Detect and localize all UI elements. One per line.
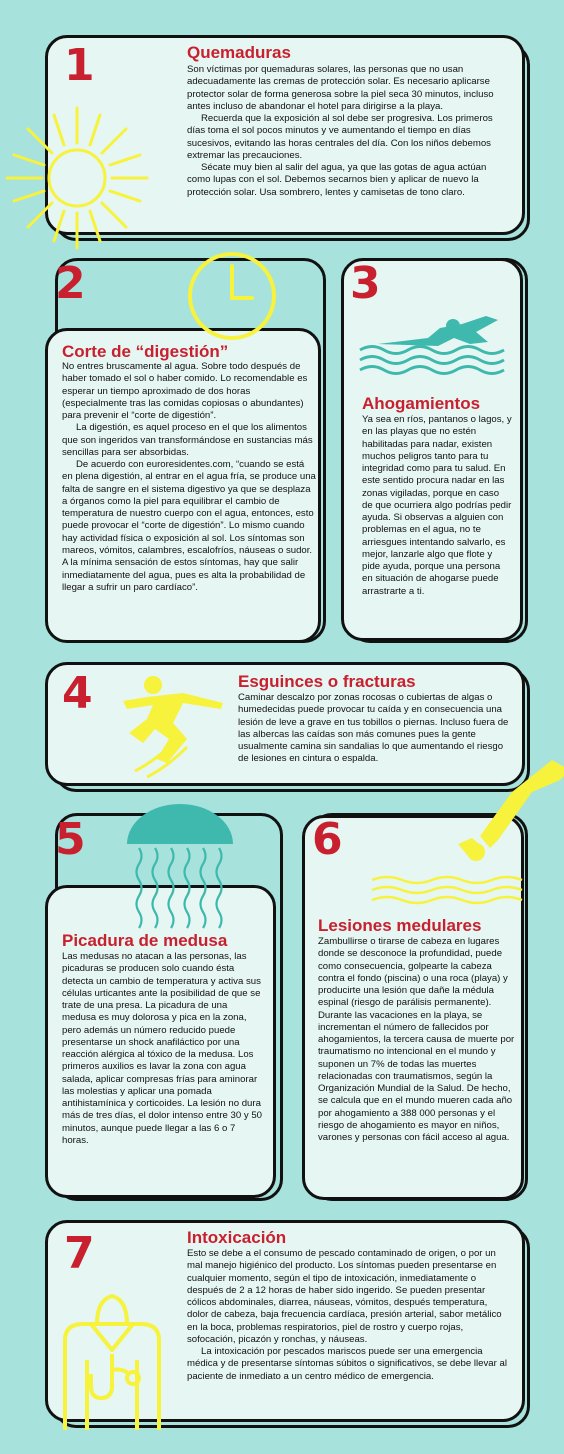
section-number-3: 3 xyxy=(350,258,381,309)
slipping-person-icon xyxy=(113,673,233,783)
section-body-1 xyxy=(187,64,511,199)
paragraph: La intoxicación por pescados mariscos puede ser una emergencia médica y de presentarse síntomas súbitos o significativos, se debe llevar al paciente de inmediato a un centro médico de emergencia. xyxy=(187,1346,507,1382)
paragraph: Son víctimas por quemaduras solares, las personas que no usan adecuadamente las cremas de protección solar. Es necesario aplicarse protector solar de forma generosa sobre la piel seca 30 minutos, incluso antes incluso de abandonar el hotel para dirigirse a la playa. xyxy=(187,64,494,112)
section-body-7 xyxy=(187,1248,509,1383)
paragraph: De acuerdo con euroresidentes.com, “cuando se está en plena digestión, al entrar en el agua fría, se produce una falta de sangre en el sistema digestivo ya que se desplaza a órganos como la piel para equilibrar el cambio de temperatura de nuestro cuerpo con el agua, entonces, esto puede provocar el “corte de digestión”. Lo mismo cuando hay actividad física o exposición al sol. Los síntomas son mareos, vómitos, calambres, escalofríos, náuseas o sudor. A la mínima sensación de estos síntomas, hay que salir inmediatamente del agua, pues es alta la probabilidad de llegar a sufrir un paro cardíaco”. xyxy=(62,459,316,593)
paragraph: Caminar descalzo por zonas rocosas o cubiertas de algas o humedecidas puede provocar tu caída y en consecuencia una lesión de leve a grave en tus tobillos o piernas. Incluso fuera de las albercas las caídas son más comunes pues la gente usualmente camina sin sandalias lo que aumentando el riesgo de lesiones en cintura o espalda. xyxy=(238,692,509,765)
paragraph: La digestión, es aquel proceso en el que los alimentos que son ingeridos van transformándose en sustancias más sencillas para ser absorbidas. xyxy=(62,422,313,458)
paragraph: Las medusas no atacan a las personas, las picaduras se producen solo cuando ésta detecta un cambio de temperatura y activa sus células urticantes ante la posibilidad de que se trate de una presa. La picadura de una medusa es muy dolorosa y pica en la zona, pero además un número reducido puede presentarse un shock anafiláctico por una reacción alérgica al tóxico de la medusa. Los primeros auxilios es lavar la zona con agua salada, aplicar compresas frías para aminorar las molestias y aplicar una pomada antihistamínica y corticoides. La lesión no dura más de tres días, el dolor intenso entre 30 y 50 minutos, aunque puede llegar a las 6 o 7 horas. xyxy=(62,951,262,1146)
paragraph: Recuerda que la exposición al sol debe ser progresiva. Los primeros días toma el sol pocos minutos y ve aumentando el tiempo en días sucesivos, evitando las horas centrales del día. Con los niños debemos extremar las precauciones. xyxy=(187,113,493,161)
diver-icon xyxy=(372,752,564,912)
section-title-2: Corte de “digestión” xyxy=(62,342,229,361)
section-body-3 xyxy=(362,414,512,598)
paragraph: No entres bruscamente al agua. Sobre todo después de haber tomado el sol o haber comido. Lo recomendable es esperar un tiempo aproximado de dos horas (especialmente tras las comidas copiosas o abundantes) para prevenir el “corte de digestión”. xyxy=(62,361,308,422)
doctor-icon xyxy=(57,1290,167,1430)
section-title-4: Esguinces o fracturas xyxy=(238,672,416,691)
section-title-6: Lesiones medulares xyxy=(318,916,482,935)
section-title-5: Picadura de medusa xyxy=(62,931,228,950)
section-body-5 xyxy=(62,951,262,1147)
section-number-7: 7 xyxy=(64,1228,95,1279)
paragraph: Ya sea en ríos, pantanos o lagos, y en las playas que no estén habilitadas para nadar, existen muchos peligros tanto para tu integridad como para tu salud. En este sentido procura nadar en las zonas vigiladas, porque en caso de que ocurriera algo podrías pedir ayuda. Si observas a alguien con problemas en el agua, no te arriesgues intentando salvarlo, es mejor, lanzarle algo que flote y pide ayuda, porque una persona en situación de ahogarse puede arrastrarte a ti. xyxy=(362,414,512,597)
section-number-2: 2 xyxy=(55,258,86,309)
clock-icon xyxy=(182,246,282,346)
paragraph: Esto se debe a el consumo de pescado contaminado de origen, o por un mal manejo higiénico del producto. Los síntomas pueden presentarse en cualquier momento, según el tipo de intoxicación, inmediatamente o después de 2 a 12 horas de haber sido ingerido. Se pueden presentar cólicos abdominales, diarrea, náuseas, vómitos, después temperatura, dolor de cabeza, baja frecuencia cardíaca, presión arterial, sabor metálico en la boca, problemas respiratorios, piel de rostro y cuerpo rojas, sofocación, picazón y ronchas, y náuseas. xyxy=(187,1248,502,1345)
section-number-4: 4 xyxy=(62,668,93,719)
paragraph: Sécate muy bien al salir del agua, ya que las gotas de agua actúan como lupas con el sol. Debemos secarnos bien y aplicar de nuevo la protección solar. Usa sombrero, lentes y camisetas de tono claro. xyxy=(187,162,487,198)
section-title-3: Ahogamientos xyxy=(362,394,481,413)
section-number-1: 1 xyxy=(64,40,95,91)
section-number-5: 5 xyxy=(55,814,86,865)
paragraph: Zambullirse o tirarse de cabeza en lugares donde se desconoce la profundidad, puede como consecuencia, golpearte la cabeza contra el fondo (piscina) o una roca (playa) y producirte una lesión que dañe la médula espinal (riesgo de parálisis permanente). Durante las vacaciones en la playa, se incrementan el número de fallecidos por ahogamientos, la tercera causa de muerte por traumatismo no intencional en el mundo y suponen un 7% de todas las muertes relacionadas con traumatismos, según la Organización Mundial de la Salud. De hecho, se calcula que en el mundo mueren cada año por ahogamiento a 388 000 personas y el riesgo de ahogamiento es mayor en niños, varones y personas con fácil acceso al agua. xyxy=(318,936,515,1144)
section-number-6: 6 xyxy=(312,814,343,865)
jellyfish-icon xyxy=(127,804,237,939)
section-body-2 xyxy=(62,361,316,594)
section-body-6 xyxy=(318,936,516,1145)
section-title-7: Intoxicación xyxy=(187,1228,287,1247)
swimmer-icon xyxy=(358,310,518,370)
sun-icon xyxy=(20,103,140,253)
section-title-1: Quemaduras xyxy=(187,43,291,62)
